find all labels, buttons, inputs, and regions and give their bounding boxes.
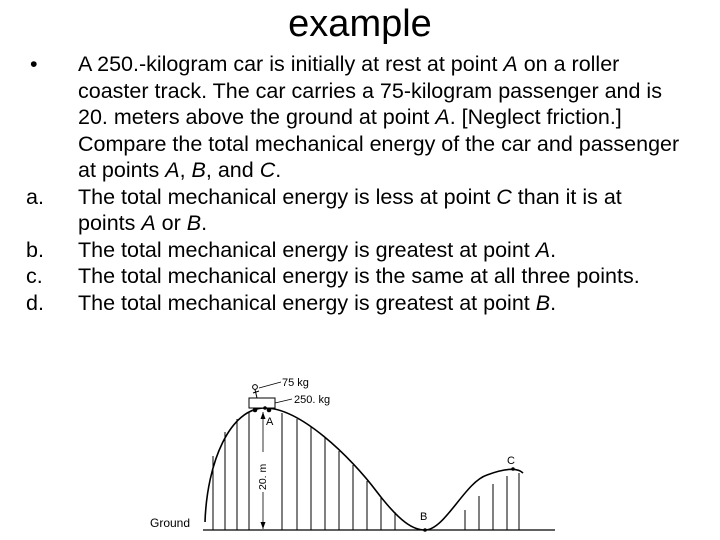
choice-d (0, 290, 680, 317)
choice-text: The total mechanical energy is greatest at point A. (78, 237, 557, 262)
roller-coaster-diagram (145, 372, 565, 540)
choice-a (0, 184, 680, 237)
track (205, 408, 523, 530)
choice-marker: d. (26, 290, 44, 315)
point-a-label: A (266, 416, 274, 428)
choice-b (0, 237, 680, 264)
choice-text: The total mechanical energy is the same at all three points. (78, 264, 640, 288)
point-c-dot (511, 467, 515, 471)
ground-label: Ground (150, 516, 191, 530)
choice-text: The total mechanical energy is greatest at point B. (78, 290, 557, 315)
height-arrow-down (261, 522, 266, 529)
car-leader-line (275, 399, 292, 403)
choice-marker: b. (26, 237, 44, 262)
car (249, 398, 275, 412)
question-stem (0, 51, 680, 184)
passenger-figure (253, 385, 259, 398)
passenger-leader-line (259, 382, 281, 388)
car-mass-label: 250. kg (294, 394, 331, 406)
slide-title: example (288, 3, 432, 45)
height-arrow-up (261, 412, 266, 419)
point-b-dot (423, 528, 427, 532)
point-a-dot (263, 406, 267, 410)
choice-c (0, 263, 680, 290)
bullet-marker: • (30, 52, 38, 76)
choice-marker: a. (26, 184, 44, 209)
point-b-label: B (420, 511, 428, 523)
choice-marker: c. (26, 264, 43, 288)
choice-text: The total mechanical energy is less at point C than it is at points A or B. (78, 184, 622, 235)
passenger-mass-label: 75 kg (282, 377, 309, 389)
stem-text: A 250.-kilogram car is initially at rest at point A on a roller coaster track. The car carries a 75-kilogram passenger and is 20. meters above the ground at point A. [Neglect friction.] Compare the total mechanical energy of the car and passenger at points A, B, and C. (78, 52, 680, 182)
question-list (0, 51, 680, 316)
height-label: 20. m (257, 463, 269, 490)
point-c-label: C (507, 455, 515, 467)
